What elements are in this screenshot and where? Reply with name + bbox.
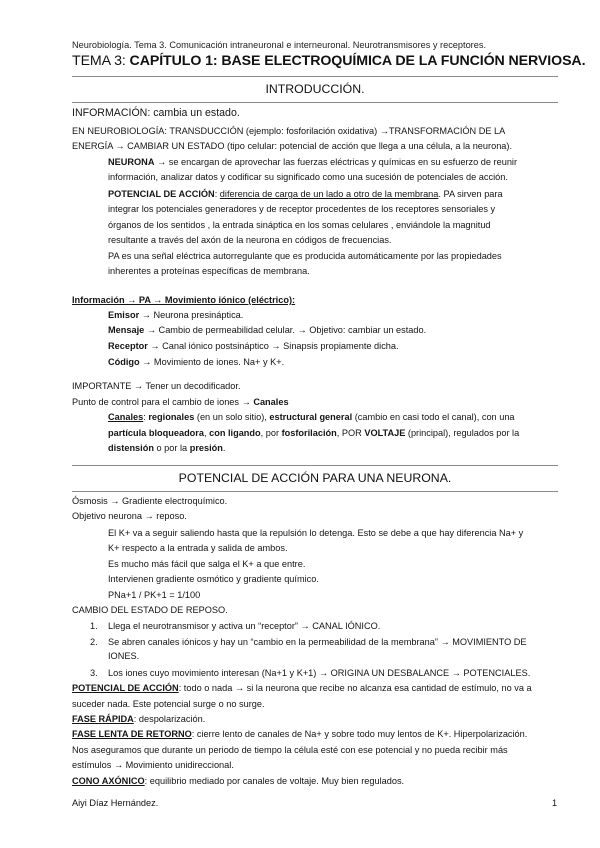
section-title-introduccion: INTRODUCCIÓN. — [265, 82, 365, 96]
page-number: 1 — [552, 798, 558, 808]
chapter-prefix: TEMA 3: — [72, 53, 130, 69]
objetivo-line: Objetivo neurona → reposo. — [72, 511, 187, 521]
receptor-line: Receptor → Canal iónico postsináptico → Sinapsis propiamente dicha. — [108, 341, 399, 351]
canales-line-1: Canales: regionales (en un solo sitio), estructural general (cambio en casi todo el canal), con una — [108, 412, 515, 422]
neurona-term: NEURONA — [108, 157, 155, 167]
step-text: Los iones cuyo movimiento interesan (Na+1 y K+1) → ORIGINA UN DESBALANCE → POTENCIALES. — [108, 668, 531, 678]
pa-line-4: resultante a través del axón de la neurona en códigos de frecuencias. — [108, 235, 392, 245]
neurona-line: NEURONA → se encargan de aprovechar las fuerzas eléctricas y químicas en su esfuerzo de reunir — [108, 157, 518, 167]
step-number: 3. — [90, 668, 98, 678]
emisor-line: Emisor → Neurona presináptica. — [108, 310, 244, 320]
neurona-line-2: información, analizar datos y codificar su significado como una sucesión de potenciales de acción. — [108, 172, 508, 182]
k-line-1: El K+ va a seguir saliendo hasta que la repulsión lo detenga. Esto se debe a que hay diferencia Na+ y — [108, 528, 524, 538]
fase-lenta-line-3: estímulos → Movimiento unidireccional. — [72, 760, 234, 770]
pa-line-5: PA es una señal eléctrica autorregulante que es producida automáticamente por las propiedades — [108, 251, 502, 261]
neuro-line-2: ENERGÍA → CAMBIAR UN ESTADO (tipo celular: potencial de acción que llega a una célula, a la neurona). — [72, 141, 513, 151]
pa-line-2: integrar los potenciales generadores y de receptor procedentes de los receptores sensoriales y — [108, 204, 496, 214]
canales-line-2: partícula bloqueadora, con ligando, por fosforilación, POR VOLTAJE (principal), regulados por la — [108, 428, 520, 438]
osmosis-line: Ósmosis → Gradiente electroquímico. — [72, 496, 228, 506]
chapter-title-text: CAPÍTULO 1: BASE ELECTROQUÍMICA DE LA FUNCIÓN NERVIOSA. — [129, 53, 586, 69]
fase-lenta-line-2: Nos aseguramos que durante un periodo de tiempo la célula esté con ese potencial y no pueda recibir más — [72, 745, 508, 755]
section-title-potencial: POTENCIAL DE ACCIÓN PARA UNA NEURONA. — [178, 471, 452, 485]
pa-definition-line: POTENCIAL DE ACCIÓN: diferencia de carga de un lado a otro de la membrana. PA sirven para — [108, 189, 503, 199]
pa-term: POTENCIAL DE ACCIÓN — [108, 189, 215, 199]
neuro-line-1: EN NEUROBIOLOGÍA: TRANSDUCCIÓN (ejemplo: fosforilación oxidativa) →TRANSFORMACIÓN DE LA — [72, 126, 506, 136]
k-line-2: K+ respecto a la entrada y salida de ambos. — [108, 543, 288, 553]
pa-todo-nada-line: POTENCIAL DE ACCIÓN: todo o nada → si la neurona que recibe no alcanza esa cantidad de estímulo, no va a — [72, 683, 532, 693]
step-text: Se abren canales iónicos y hay un “cambio en la permeabilidad de la membrana” → MOVIMIENTO DE — [108, 637, 527, 647]
codigo-line: Código → Movimiento de iones. Na+ y K+. — [108, 357, 285, 367]
mensaje-line: Mensaje → Cambio de permeabilidad celular. → Objetivo: cambiar un estado. — [108, 325, 427, 335]
pa-line-3: órganos de los sentidos , la entrada sináptica en los somas celulares , enviándole la magnitud — [108, 220, 491, 230]
flow-heading: Información → PA → Movimiento iónico (eléctrico): — [72, 295, 296, 305]
importante-line: IMPORTANTE → Tener un decodificador. — [72, 381, 241, 391]
fase-rapida-line: FASE RÁPIDA: despolarización. — [72, 714, 206, 724]
step-text: Llega el neurotransmisor y activa un “receptor” → CANAL IÓNICO. — [108, 621, 381, 631]
running-header: Neurobiología. Tema 3. Comunicación intraneuronal e interneuronal. Neurotransmisores y receptores. — [72, 40, 486, 50]
footer-author: Aiyi Díaz Hernández. — [72, 798, 159, 808]
pa-definition: diferencia de carga de un lado a otro de la membrana — [219, 189, 439, 199]
step-number: 1. — [90, 621, 98, 631]
k-line-5: PNa+1 / PK+1 = 1/100 — [108, 590, 201, 600]
section2-rule-top — [72, 465, 558, 466]
chapter-title — [72, 53, 585, 69]
fase-lenta-line: FASE LENTA DE RETORNO: cierre lento de canales de Na+ y sobre todo muy lentos de K+. Hiperpolarización. — [72, 729, 528, 739]
k-line-3: Es mucho más fácil que salga el K+ a que entre. — [108, 559, 306, 569]
canales-line-3: distensión o por la presión. — [108, 443, 226, 453]
section-rule-top — [72, 76, 558, 77]
step-text-continued: IONES. — [108, 651, 140, 661]
punto-control-line: Punto de control para el cambio de iones → Canales — [72, 397, 289, 407]
section2-rule-bottom — [72, 491, 558, 492]
cambio-heading: CAMBIO DEL ESTADO DE REPOSO. — [72, 605, 228, 615]
info-line: INFORMACIÓN: cambia un estado. — [72, 107, 240, 119]
pa-todo-nada-line-2: suceder nada. Este potencial surge o no surge. — [72, 699, 265, 709]
cono-axonico-line: CONO AXÓNICO: equilibrio mediado por canales de voltaje. Muy bien regulados. — [72, 776, 405, 786]
pa-line-6: inherentes a proteínas específicas de membrana. — [108, 266, 310, 276]
step-number: 2. — [90, 637, 98, 647]
k-line-4: Intervienen gradiente osmótico y gradiente químico. — [108, 574, 319, 584]
section-rule-bottom — [72, 102, 558, 103]
